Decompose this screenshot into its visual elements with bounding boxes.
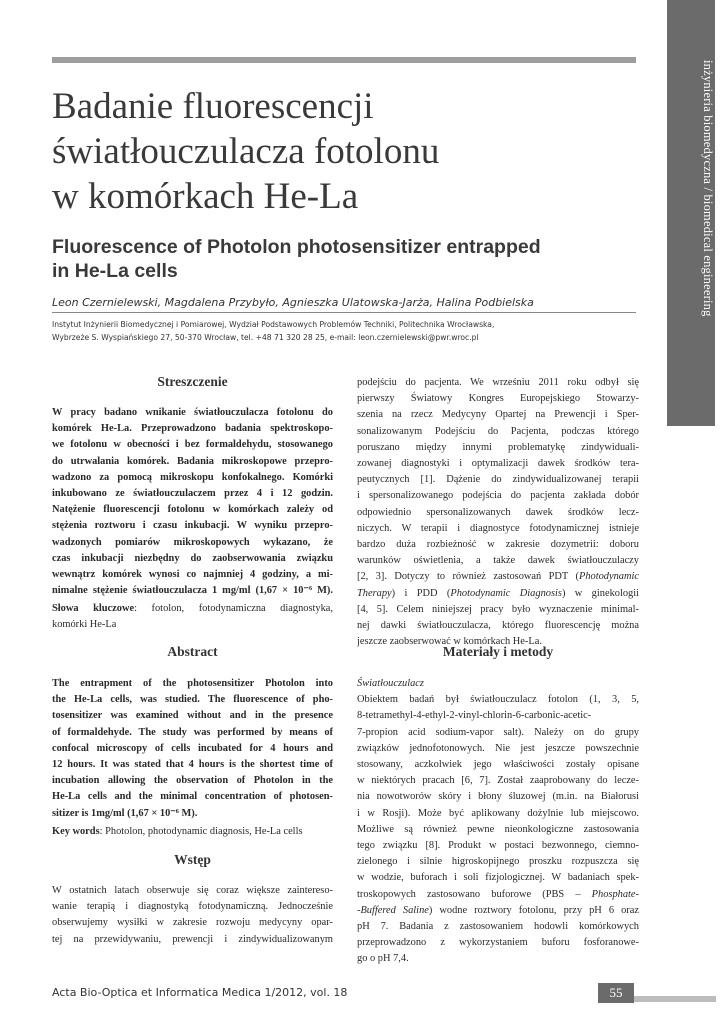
streszczenie-keywords	[52, 601, 333, 633]
text-fragment: troskopowych zastosowano buforowe (PBS –	[357, 888, 592, 900]
keywords-line	[52, 601, 333, 617]
subtitle-line: in He-La cells	[52, 260, 178, 282]
methods-heading: Materiały i metody	[442, 644, 554, 659]
text-fragment: ) w ginekologii	[561, 587, 639, 599]
text-line	[357, 586, 639, 602]
text-line: wadzonych pomiarów mikroskopowych wykazano, że	[52, 536, 333, 548]
text-line: stosowany, aczkolwiek jego właściwości zostały opisane	[357, 759, 639, 771]
wstep-body	[52, 883, 333, 948]
text-line: The entrapment of the photosensitizer Photolon into	[52, 678, 333, 689]
text-line: W pracy badano wnikanie światłouczulacza fotolonu do	[52, 407, 333, 418]
text-line: tego związku [8]. Produkt w postaci bezwonnego, ciemno-	[357, 840, 639, 852]
text-line: confocal microscopy of cells incubated for 4 hours and	[52, 742, 333, 754]
text-fragment: Photodynamic	[578, 571, 639, 583]
text-line: zielonego i silnie higroskopijnego proszku rozpuszcza się	[357, 856, 639, 868]
text-line: podejściu do pacjenta. We wrześniu 2011 roku odbył się	[357, 377, 639, 388]
text-line: 7-propion acid sodium-vapor salt). Należy on do grupy	[357, 726, 639, 738]
text-line: W ostatnich latach obserwuje się coraz większe zaintereso-	[52, 885, 333, 896]
text-line: w niektórych pracach [6, 7]. Został zaaprobowany do lecze-	[357, 775, 639, 787]
text-line	[357, 887, 639, 903]
text-line: inkubowano ze światłouczulaczem przez 4 i 12 godzin.	[52, 488, 333, 500]
text-line: pierwszy Światowy Kongres Europejskiego Stowarzy-	[357, 393, 639, 405]
text-line: do utrwalania komórek. Badania mikroskopowe przepro-	[52, 455, 333, 467]
text-line: nimalne stężenie światłouczulacza 1 mg/ml (1,67 × 10⁻⁶ M).	[52, 585, 333, 597]
title-line: światłouczulacza fotolonu	[52, 131, 440, 172]
text-line: nej dawki światłouczulacza, którego fluorescencję można	[357, 620, 639, 632]
article-title	[52, 84, 632, 219]
text-line	[357, 569, 639, 585]
text-line: incubation allowing the observation of Photolon in the	[52, 775, 333, 787]
text-line: w wodzie, buforach i soli fizjologicznej. W badaniach spek-	[357, 872, 639, 884]
text-line: obserwujemy wysiłki w zakresie rozwoju medycyny opar-	[52, 917, 333, 929]
text-line: nia nowotworów skóry i błony śluzowej (m.in. na Białorusi	[357, 791, 639, 803]
section-label: inżynieria biomedyczna / biomedical engineering	[701, 60, 715, 317]
affiliation-line: Wybrzeże S. Wyspiańskiego 27, 50-370 Wrocław, tel. +48 71 320 28 25, e-mail: leon.czernielewski@pwr.wroc.pl	[52, 333, 479, 342]
keywords-line: komórki He-La	[52, 619, 117, 631]
methods-subheading: Światłouczulacz	[357, 678, 424, 689]
keywords-text: : Photolon, photodynamic diagnosis, He-La cells	[99, 826, 303, 837]
journal-footer: Acta Bio-Optica et Informatica Medica 1/2012, vol. 18	[52, 986, 348, 999]
text-line: tej na przewidywaniu, prewencji i zindywidualizowanym	[52, 933, 333, 945]
title-line: Badanie fluorescencji	[52, 86, 374, 127]
text-line: wadzono za pomocą mikroskopu konfokalnego. Komórki	[52, 471, 333, 483]
affiliation-line: Instytut Inżynierii Biomedycznej i Pomiarowej, Wydział Podstawowych Problemów Techniki, Politechnika Wrocławska,	[52, 320, 495, 329]
text-line: niczych. W terapii i diagnostyce fotodynamicznej istnieje	[357, 522, 639, 534]
text-line: jeszcze zaobserwować w komórkach He-La.	[357, 636, 542, 648]
intro-continued	[357, 375, 639, 650]
streszczenie-heading: Streszczenie	[157, 374, 228, 389]
text-line: wanie terapią i diagnostyką fotodynamiczną. Jednocześnie	[52, 901, 333, 913]
text-fragment: Photodynamic Diagnosis	[450, 587, 562, 599]
text-line: we fotolonu w obecności i bez formaldehydu, stosowanego	[52, 439, 333, 451]
text-line: i w Rosji). Może być aplikowany dożylnie lub miejscowo.	[357, 807, 639, 819]
text-line: the He-La cells, was studied. The fluorescence of pho-	[52, 694, 333, 706]
affiliation	[52, 318, 636, 344]
text-fragment: ) wodne roztwory fotolonu, przy pH 6 oraz	[428, 904, 639, 916]
text-line: 8-tetramethyl-4-ethyl-2-vinyl-chlorin-6-carbonic-acetic-	[357, 710, 592, 722]
text-line: komórek He-La. Przeprowadzono badania spektroskopo-	[52, 423, 333, 435]
text-line: warunków oświetlenia, a także dawek światłouczulaczy	[357, 555, 639, 567]
text-fragment: [2, 3]. Dotyczy to również zastosowań PDT (	[357, 571, 579, 583]
text-line: poruszano między innymi problematykę zindywiduali-	[357, 441, 639, 453]
author-rule	[52, 312, 636, 313]
text-line: 12 hours. It was stated that 4 hours is the shortest time of	[52, 759, 333, 771]
text-line: czas inkubacji niezbędny do zaobserwowania związku	[52, 552, 333, 564]
abstract-heading: Abstract	[167, 644, 218, 659]
abstract-body	[52, 676, 333, 822]
text-line: go o pH 7,4.	[357, 953, 409, 965]
methods-body	[357, 676, 639, 968]
text-line: związków jednofotonowych. Nie jest jeszcze powszechnie	[357, 742, 639, 754]
text-line: pH 7. Badania z zastosowaniem hodowli komórkowych	[357, 921, 639, 933]
keywords-line	[52, 824, 333, 840]
keywords-label: Key words	[52, 826, 100, 837]
text-line: He-La cells and the minimal concentration of photosen-	[52, 791, 333, 803]
text-line: Możliwe są również pewne nieonkologiczne zastosowania	[357, 823, 639, 835]
footer-bar	[634, 996, 716, 1002]
text-line: stężenia roztworu i czasu inkubacji. W wyniku przepro-	[52, 520, 333, 532]
text-line: sitizer is 1mg/ml (1,67 × 10⁻⁶ M).	[52, 807, 198, 819]
title-line: w komórkach He-La	[52, 176, 359, 217]
wstep-heading: Wstęp	[174, 852, 211, 867]
subtitle-line: Fluorescence of Photolon photosensitizer entrapped	[52, 236, 541, 258]
text-fragment: -Buffered Saline	[357, 904, 429, 916]
text-line: szenia na rzecz Medycyny Opartej na Prewencji i Sper-	[357, 409, 639, 421]
text-line: sonalizowanym Podejściu do Pacjenta, podczas którego	[357, 425, 639, 437]
text-line: odpowiednio spersonalizowanych dawek środków lecz-	[357, 506, 639, 518]
text-fragment: ) i PDD (	[391, 587, 451, 599]
text-line: zowanej diagnostyki i optymalizacji dawek środków tera-	[357, 458, 639, 470]
streszczenie-body	[52, 405, 333, 599]
text-fragment: Phosphate-	[591, 888, 639, 900]
text-line: of formaldehyde. The study was performed by means of	[52, 726, 333, 738]
text-line: Obiektem badań był światłouczulacz fotolon (1, 3, 5,	[357, 694, 639, 706]
text-line: Natężenie fluorescencji fotolonu w komórkach zależy od	[52, 504, 333, 516]
text-line: bardzo duża rozbieżność w zakresie dozymetrii: doboru	[357, 539, 639, 551]
page-number: 55	[598, 983, 634, 1003]
author-list: Leon Czernielewski, Magdalena Przybyło, Agnieszka Ulatowska-Jarża, Halina Podbielska	[52, 296, 534, 309]
text-line: przeprowadzono z wykorzystaniem buforu fosforanowe-	[357, 937, 639, 949]
text-fragment: Therapy	[357, 587, 392, 599]
header-rule	[52, 57, 636, 63]
text-line: i spersonalizowanego podejścia do pacjenta zakłada dobór	[357, 490, 639, 502]
abstract-keywords	[52, 824, 333, 840]
keywords-text: : fotolon, fotodynamiczna diagnostyka,	[134, 603, 333, 614]
keywords-label: Słowa kluczowe	[52, 603, 135, 614]
text-line	[357, 903, 639, 919]
text-line: [4, 5]. Celem niniejszej pracy było wyznaczenie minimal-	[357, 603, 639, 615]
article-subtitle	[52, 235, 632, 283]
text-line: peutycznych [1]. Dążenie do zindywidualizowanej terapii	[357, 474, 639, 486]
text-line: tosensitizer was examined without and in the presence	[52, 710, 333, 722]
text-line: wewnątrz komórek wynosi co najmniej 4 godziny, a mi-	[52, 569, 333, 581]
